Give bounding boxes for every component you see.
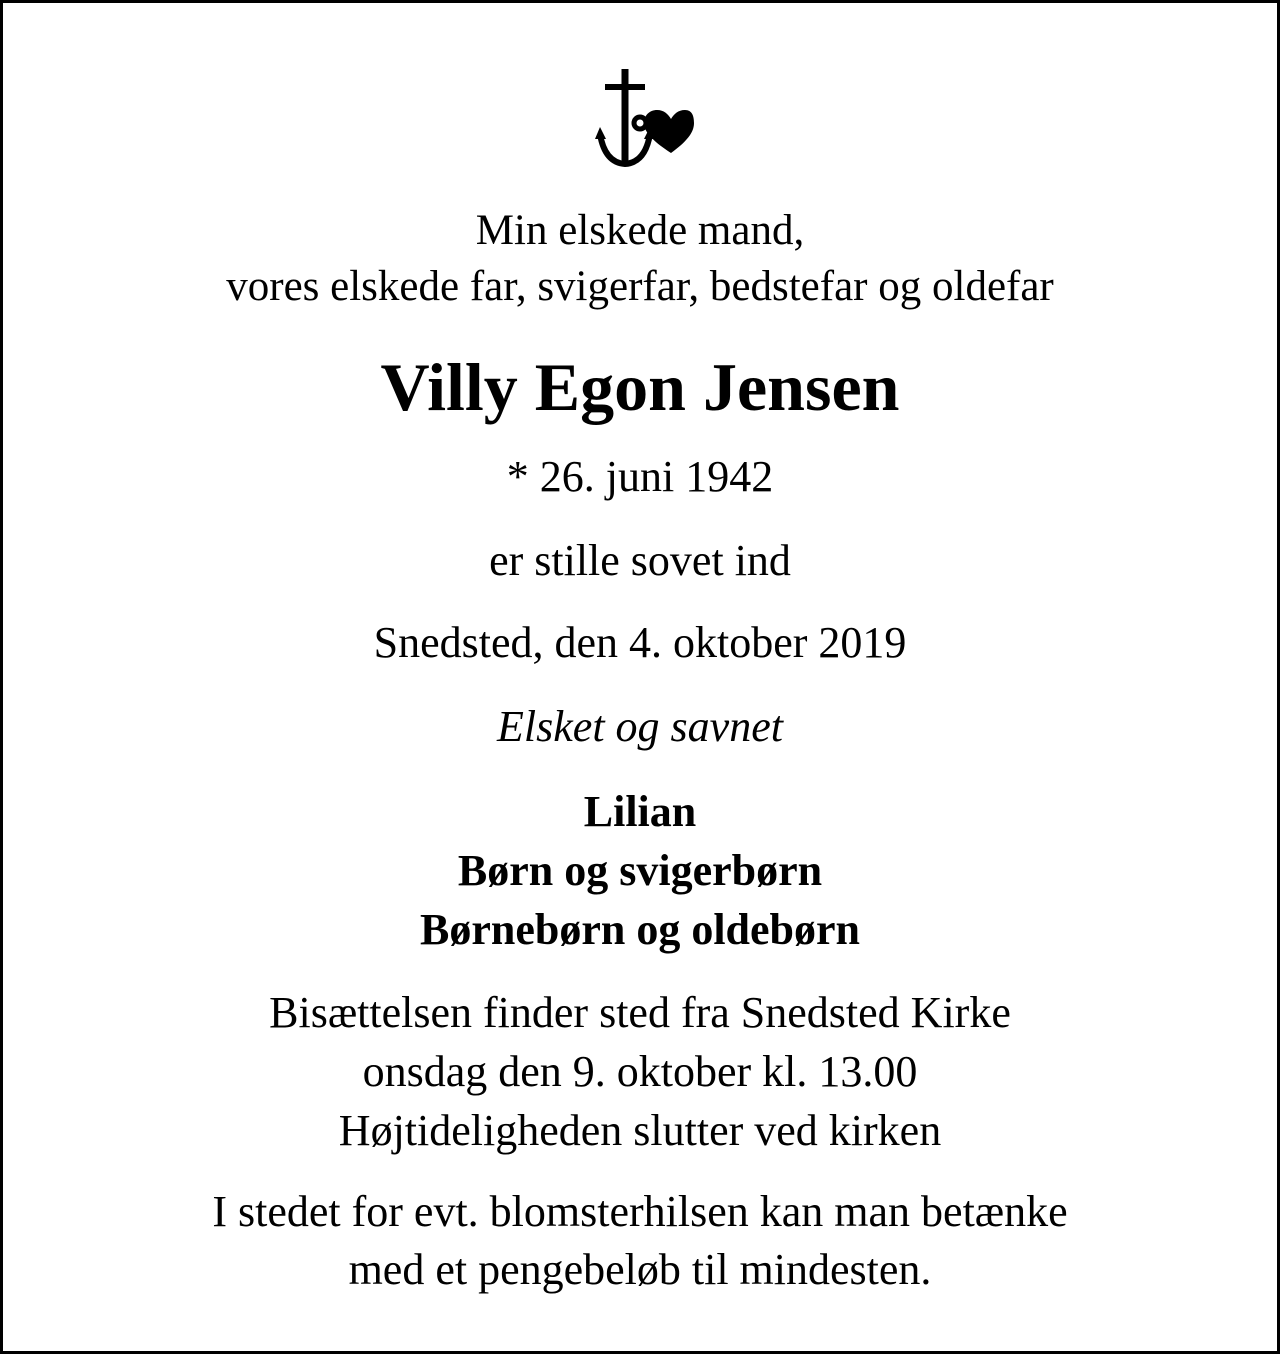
family-line: Lilian: [583, 787, 697, 836]
intro-text: [3, 203, 1277, 315]
funeral-line: onsdag den 9. oktober kl. 13.00: [362, 1047, 918, 1096]
flowers-line: med et pengebeløb til mindesten.: [348, 1245, 932, 1294]
flowers-note: [3, 1183, 1277, 1299]
deceased-name: Villy Egon Jensen: [380, 349, 900, 425]
funeral-details: [3, 983, 1277, 1160]
cross-anchor-heart-icon: [593, 65, 695, 171]
loved-and-missed: Elsket og savnet: [497, 702, 783, 751]
family-line: Børn og svigerbørn: [457, 846, 823, 895]
family-signatures: [3, 782, 1277, 959]
place-and-date: Snedsted, den 4. oktober 2019: [373, 618, 907, 667]
funeral-line: Højtideligheden slutter ved kirken: [338, 1106, 942, 1155]
passed-away-text: er stille sovet ind: [489, 536, 791, 585]
intro-line: vores elskede far, svigerfar, bedstefar og oldefar: [226, 263, 1054, 310]
flowers-line: I stedet for evt. blomsterhilsen kan man betænke: [212, 1187, 1068, 1236]
birth-date: * 26. juni 1942: [506, 452, 774, 501]
funeral-line: Bisættelsen finder sted fra Snedsted Kirke: [269, 988, 1011, 1037]
family-line: Børnebørn og oldebørn: [419, 905, 861, 954]
intro-line: Min elskede mand,: [475, 207, 805, 254]
